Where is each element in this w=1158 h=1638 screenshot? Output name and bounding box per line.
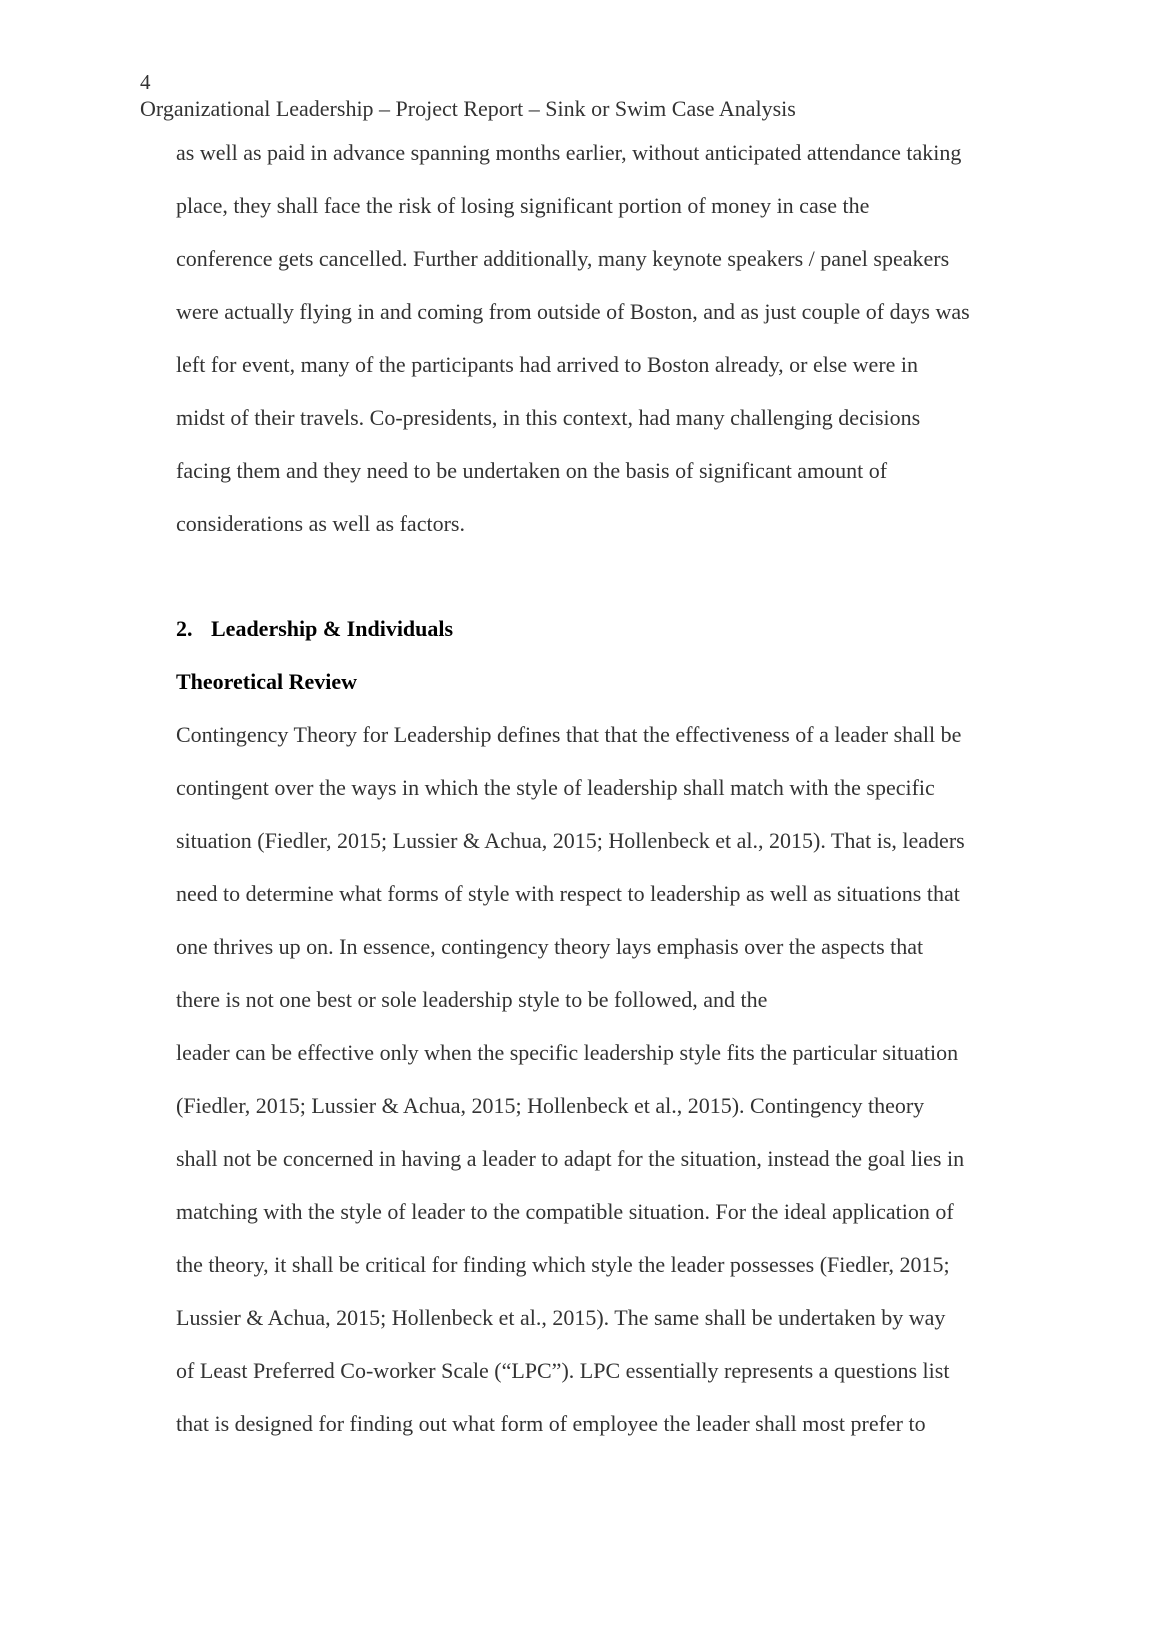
paragraph-line: facing them and they need to be undertaken on the basis of significant amount of — [176, 458, 888, 483]
paragraph-line: matching with the style of leader to the compatible situation. For the ideal application of — [176, 1199, 954, 1224]
section-number: 2. — [176, 616, 193, 641]
page-number: 4 — [140, 70, 151, 94]
paragraph-line: the theory, it shall be critical for finding which style the leader possesses (Fiedler, 2015; — [176, 1252, 950, 1277]
paragraph-line: left for event, many of the participants had arrived to Boston already, or else were in — [176, 352, 919, 377]
section-heading — [176, 616, 453, 642]
paragraph-line: leader can be effective only when the specific leadership style fits the particular situation — [176, 1040, 959, 1065]
paragraph-line: Contingency Theory for Leadership defines that that the effectiveness of a leader shall be — [176, 722, 962, 747]
paragraph-line: one thrives up on. In essence, contingency theory lays emphasis over the aspects that — [176, 934, 924, 959]
section-title: Leadership & Individuals — [211, 616, 454, 641]
paragraph-line: Lussier & Achua, 2015; Hollenbeck et al., 2015). The same shall be undertaken by way — [176, 1305, 946, 1330]
paragraph-line: place, they shall face the risk of losing significant portion of money in case the — [176, 193, 870, 218]
paragraph-line: midst of their travels. Co-presidents, in this context, had many challenging decisions — [176, 405, 921, 430]
subheading: Theoretical Review — [176, 669, 358, 694]
paragraph-line: need to determine what forms of style with respect to leadership as well as situations that — [176, 881, 960, 906]
paragraph-line: conference gets cancelled. Further additionally, many keynote speakers / panel speakers — [176, 246, 950, 271]
running-head: Organizational Leadership – Project Report – Sink or Swim Case Analysis — [140, 96, 796, 121]
paragraph-line: shall not be concerned in having a leader to adapt for the situation, instead the goal lies in — [176, 1146, 965, 1171]
paragraph-line: were actually flying in and coming from outside of Boston, and as just couple of days was — [176, 299, 970, 324]
paragraph-line: that is designed for finding out what form of employee the leader shall most prefer to — [176, 1411, 926, 1436]
paragraph-line: contingent over the ways in which the style of leadership shall match with the specific — [176, 775, 935, 800]
paragraph-line: (Fiedler, 2015; Lussier & Achua, 2015; Hollenbeck et al., 2015). Contingency theory — [176, 1093, 925, 1118]
paragraph-line: situation (Fiedler, 2015; Lussier & Achua, 2015; Hollenbeck et al., 2015). That is, leaders — [176, 828, 965, 853]
paragraph-line: of Least Preferred Co-worker Scale (“LPC”). LPC essentially represents a questions list — [176, 1358, 950, 1383]
paragraph-line: considerations as well as factors. — [176, 511, 465, 536]
paragraph-line: there is not one best or sole leadership style to be followed, and the — [176, 987, 768, 1012]
paragraph-line: as well as paid in advance spanning months earlier, without anticipated attendance taking — [176, 140, 962, 165]
